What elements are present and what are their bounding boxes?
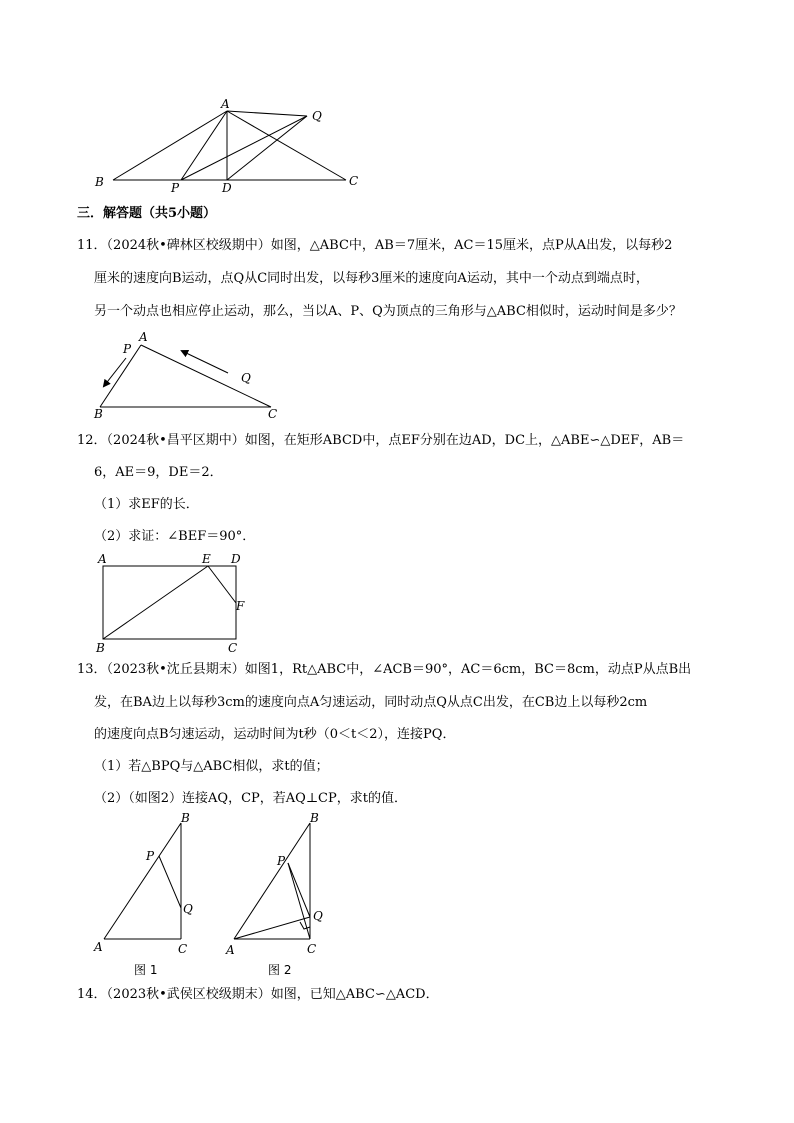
q13-line-1: 13．（2023秋•沈丘县期末）如图1，Rt△ABC中，∠ACB＝90°，AC＝6cm，BC＝8cm，动点P从点B出 [77, 662, 692, 677]
q11-line-1: 11．（2024秋•碑林区校级期中）如图，△ABC中，AB＝7厘米，AC＝15厘米，点P从A出发，以每秒2 [77, 238, 673, 253]
segment-be [103, 566, 208, 639]
segment-pq [181, 116, 307, 180]
q11-line-3: 另一个动点也相应停止运动，那么，当以A、P、Q为顶点的三角形与△ABC相似时，运动时间是多少？ [94, 304, 682, 319]
segment-ac [227, 111, 346, 180]
q13-line-2: 发，在BA边上以每秒3cm的速度向点A匀速运动，同时动点Q从点C出发，在CB边上以每秒2cm [94, 695, 648, 710]
q12-line-4: （2）求证：∠BEF＝90°． [94, 529, 256, 544]
label-a: A [139, 330, 148, 344]
q13-line-3: 的速度向点B匀速运动，运动时间为t秒（0＜t＜2），连接PQ． [94, 727, 456, 742]
label-b: B [181, 811, 190, 825]
label-b: B [94, 407, 103, 421]
label-a: A [94, 940, 103, 954]
label-q: Q [241, 371, 251, 385]
arrow-q-direction [182, 351, 228, 373]
label-p: P [171, 181, 180, 192]
segment-aq [234, 917, 310, 939]
q12-line-2: 6，AE＝9，DE＝2． [94, 465, 223, 480]
segment-pq [288, 863, 310, 917]
q13-line-4: （1）若△BPQ与△ABC相似，求t的值； [94, 759, 329, 774]
figure-q13-fig2 [220, 808, 340, 983]
label-c: C [349, 174, 359, 188]
label-p: P [146, 849, 155, 863]
figure-top-triangle [85, 92, 375, 192]
label-p: P [277, 854, 286, 868]
label-b: B [95, 175, 104, 189]
label-a: A [226, 943, 235, 957]
label-d: D [222, 181, 232, 192]
segment-ab [100, 345, 141, 407]
caption-fig2: 图 2 [268, 963, 292, 977]
segment-ab [234, 823, 310, 939]
label-p: P [123, 342, 132, 356]
label-d: D [231, 552, 241, 566]
label-c: C [307, 942, 317, 956]
caption-fig1: 图 1 [134, 963, 158, 977]
label-b: B [310, 811, 319, 825]
label-q: Q [313, 909, 323, 923]
figure-q13-fig1 [88, 808, 208, 983]
label-a: A [221, 97, 230, 111]
q11-line-2: 厘米的速度向B运动，点Q从C同时出发，以每秒3厘米的速度向A运动，其中一个动点到端点时， [94, 271, 649, 286]
q14-line-1: 14．（2023秋•武侯区校级期末）如图，已知△ABC∽△ACD． [77, 987, 439, 1002]
label-a: A [98, 552, 107, 566]
segment-ac [141, 345, 271, 407]
label-c: C [268, 407, 278, 421]
figure-q12-rectangle [92, 550, 257, 655]
segment-ap [181, 111, 227, 180]
segment-dq [227, 116, 307, 180]
q13-line-5: （2）（如图2）连接AQ，CP，若AQ⊥CP，求t的值． [94, 791, 407, 806]
label-b: B [96, 641, 105, 655]
label-c: C [228, 641, 238, 655]
label-e: E [202, 552, 211, 566]
segment-ef [208, 566, 236, 603]
label-q: Q [183, 902, 193, 916]
figure-q11 [88, 328, 288, 423]
label-c: C [178, 942, 188, 956]
segment-pq [159, 856, 181, 908]
section-title: 三．解答题（共5小题） [77, 206, 217, 221]
q12-line-1: 12．（2024秋•昌平区期中）如图，在矩形ABCD中，点EF分别在边AD，DC上，△ABE∽△DEF，AB＝ [77, 433, 685, 448]
segment-ab [113, 111, 227, 180]
segment-aq [227, 111, 307, 116]
label-f: F [236, 599, 245, 613]
label-q: Q [312, 109, 322, 123]
q12-line-3: （1）求EF的长． [94, 497, 199, 512]
